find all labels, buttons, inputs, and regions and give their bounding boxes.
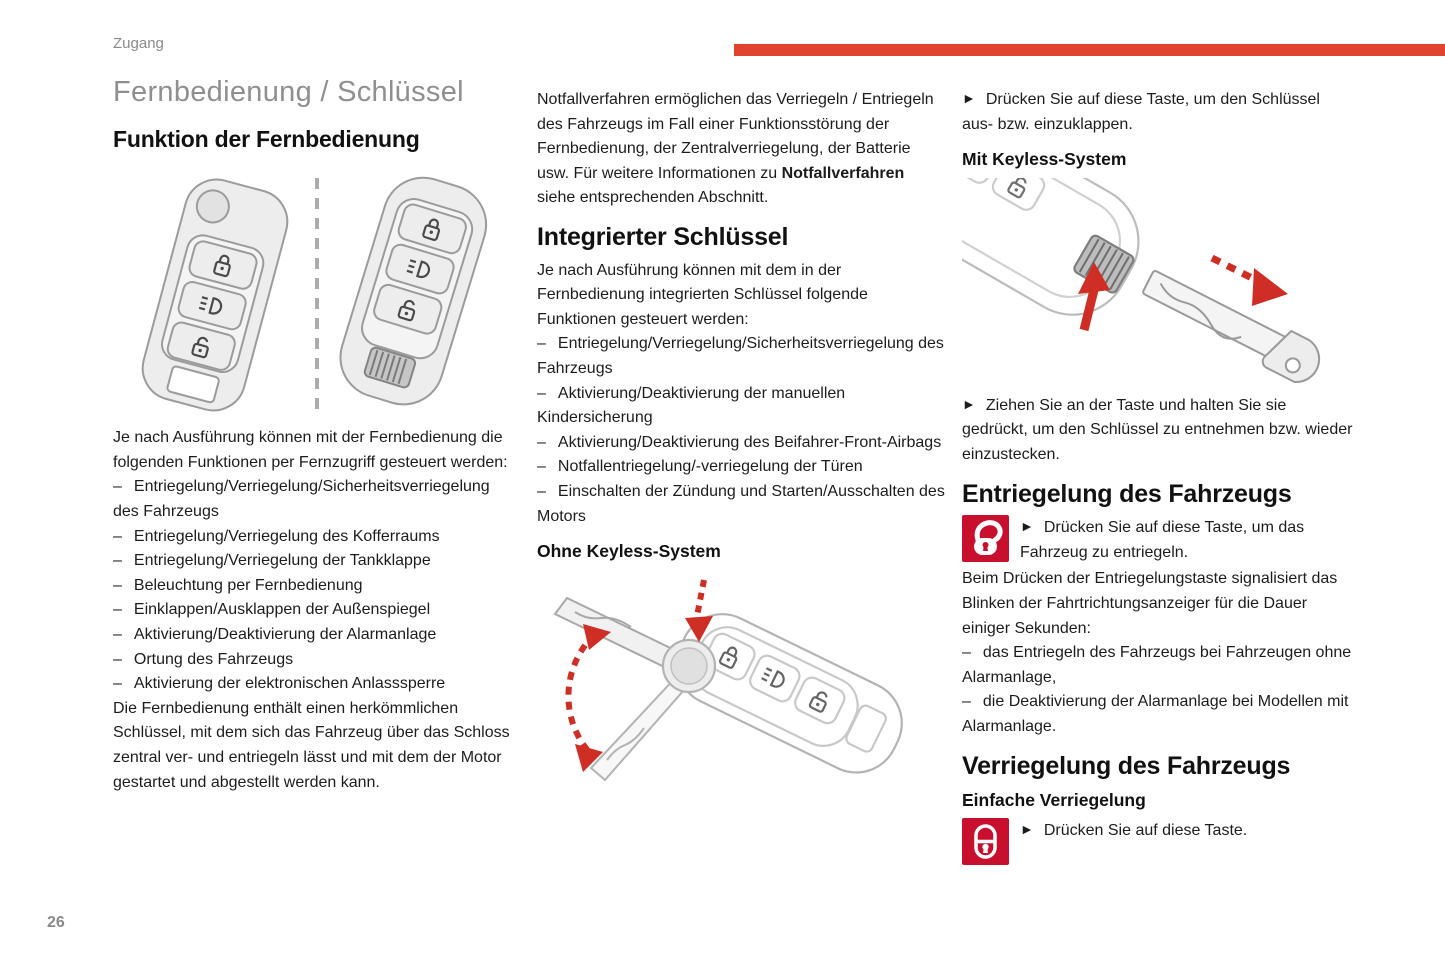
remote-keys-illustration [113,160,518,418]
column-right [962,88,1354,867]
instruction: ► Drücken Sie auf diese Taste. [1020,820,1248,839]
functions-list [113,475,518,696]
breadcrumb: Zugang [113,35,164,52]
list-item: – Entriegelung/Verriegelung des Kofferraums [113,527,440,545]
rotation-arrow [568,624,611,772]
page-number: 26 [47,914,65,931]
subheading-mit-keyless: Mit Keyless-System [962,149,1127,170]
subheading-ohne-keyless: Ohne Keyless-System [537,541,721,562]
list-item: – Ortung des Fahrzeugs [113,650,294,668]
list-item: – Entriegelung/Verriegelung der Tankklappe [113,552,431,570]
lock-instruction-row [962,818,1354,865]
paragraph: Die Fernbedienung enthält einen herkömmlichen Schlüssel, mit dem sich das Fahrzeug über das Schloss zentral ver- und entriegeln lässt und mit dem der Motor gestartet und abgestellt werden kann. [113,699,510,791]
list-item: – Aktivierung/Deaktivierung der Alarmanlage [113,625,437,643]
arrow-bullet-icon: ► [1020,820,1034,837]
section-heading-integrierter-schluessel: Integrierter Schlüssel [537,222,789,251]
list-item: – die Deaktivierung der Alarmanlage bei Modellen mit Alarmanlage. [962,693,1349,735]
list-item: – Notfallentriegelung/-verriegelung der Türen [537,458,863,476]
page-title: Fernbedienung / Schlüssel [113,76,464,108]
list-item: – das Entriegeln des Fahrzeugs bei Fahrzeugen ohne Alarmanlage, [962,644,1352,686]
section-heading-entriegelung: Entriegelung des Fahrzeugs [962,479,1292,508]
list-item: – Einschalten der Zündung und Starten/Ausschalten des Motors [537,482,945,525]
list-item: – Aktivierung/Deaktivierung des Beifahrer-Front-Airbags [537,433,942,451]
list-item: – Entriegelung/Verriegelung/Sicherheitsverriegelung des Fahrzeugs [537,335,944,377]
unlock-instruction-row [962,515,1354,565]
flip-key-illustration [537,570,945,818]
arrow-bullet-icon: ► [962,395,976,412]
subheading-einfache-verriegelung: Einfache Verriegelung [962,790,1146,811]
paragraph: Je nach Ausführung können mit der Fernbedienung die folgenden Funktionen per Fernzugriff gesteuert werden: [113,429,508,471]
instruction: ► Ziehen Sie an der Taste und halten Sie sie gedrückt, um den Schlüssel zu entnehmen bzw. wieder einzustecken. [962,395,1353,463]
functions-list [537,332,945,529]
column-left [113,76,518,795]
list-item: – Entriegelung/Verriegelung/Sicherheitsverriegelung des Fahrzeugs [113,478,490,520]
signal-list [962,641,1354,739]
section-heading-verriegelung: Verriegelung des Fahrzeugs [962,751,1291,780]
remove-arrow [1212,258,1288,306]
list-item: – Aktivierung der elektronischen Anlasssperre [113,675,446,693]
instruction: ► Drücken Sie auf diese Taste, um das Fahrzeug zu entriegeln. [1020,518,1305,561]
keyless-key-illustration [962,178,1352,386]
column-middle [537,88,945,826]
paragraph: Beim Drücken der Entriegelungstaste signalisiert das Blinken der Fahrtrichtungsanzeiger für die Dauer einiger Sekunden: [962,570,1338,637]
arrow-bullet-icon: ► [962,90,976,106]
unlock-button-icon [962,515,1009,562]
list-item: – Beleuchtung per Fernbedienung [113,576,363,594]
paragraph: Notfallverfahren ermöglichen das Verriegeln / Entriegeln des Fahrzeugs im Fall einer Funktionsstörung der Fernbedienung, der Zentralverriegelung, der Batterie usw. Für weitere Informationen zu Notfallverfahren siehe entsprechenden Abschnitt. [537,91,934,207]
lock-button-icon [962,818,1009,865]
section-heading-funktion: Funktion der Fernbedienung [113,125,420,152]
list-item: – Einklappen/Ausklappen der Außenspiegel [113,601,431,619]
paragraph: Je nach Ausführung können mit dem in der Fernbedienung integrierten Schlüssel folgende Funktionen gesteuert werden: [537,261,868,328]
arrow-bullet-icon: ► [1020,518,1034,535]
list-item: – Aktivierung/Deaktivierung der manuellen Kindersicherung [537,384,846,427]
instruction: ► Drücken Sie auf diese Taste, um den Schlüssel aus- bzw. einzuklappen. [962,90,1320,133]
accent-bar [734,44,1445,56]
